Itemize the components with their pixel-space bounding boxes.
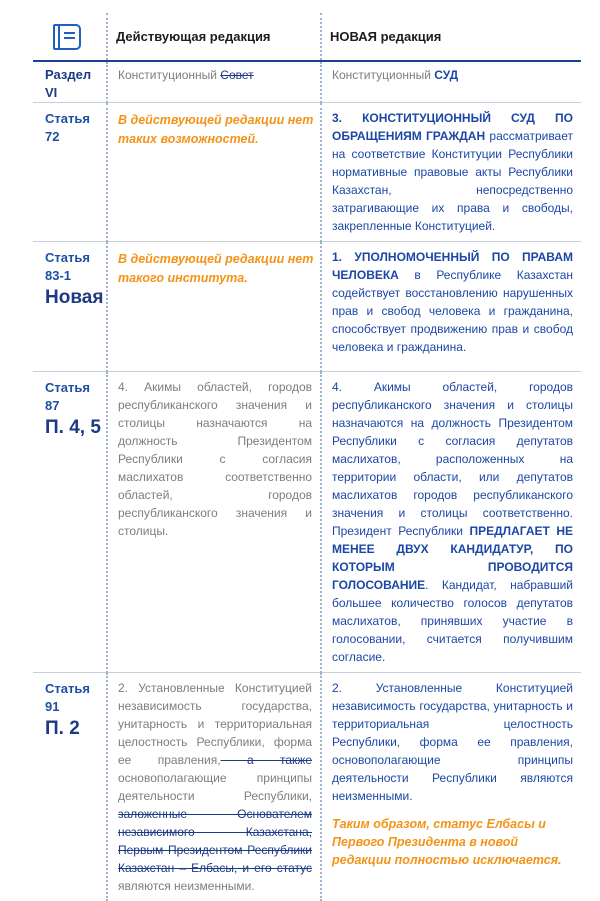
current-text: Конституционный Совет xyxy=(108,62,320,90)
new-text: 3. КОНСТИТУЦИОННЫЙ СУД ПО ОБРАЩЕНИЯМ ГРАЖДАН рассматривает на соответствие Конституции Республики нормативные правовые акты Республики Казахстан, непосредственно затрагивающие их права и свободы, закрепленные Конституцией. xyxy=(322,103,581,241)
new-caps: 3. КОНСТИТУЦИОННЫЙ СУД ПО ОБРАЩЕНИЯМ ГРАЖДАН xyxy=(332,111,573,143)
table-row xyxy=(33,61,581,103)
header-current xyxy=(107,13,321,61)
row-label: Статья 83-1 Новая xyxy=(33,242,106,311)
header-icon-cell xyxy=(33,13,107,61)
new-text: 4. Акимы областей, городов республиканского значения и столицы назначаются на должность Президентом Республики с согласия депутатов маслихатов, расположенных на территории области, или депутатов маслихатов городов республиканского значения и столицы соответственно. Президент Республики ПРЕДЛАГАЕТ НЕ МЕНЕЕ ДВУХ КАНДИДАТУР, ПО КОТОРЫМ ПРОВОДИТСЯ ГОЛОСОВАНИЕ. Кандидат, набравший большее количество голосов депутатов маслихатов, принявших участие в голосовании, считается получившим согласие. xyxy=(322,372,581,672)
table-row xyxy=(33,103,581,242)
struck-text: заложенные Основателем независимого Казахстана, Первым Президентом Республики Казахстан – Елбасы, и его статус xyxy=(118,807,312,875)
current-text: 2. Установленные Конституцией независимость государства, унитарность и территориальная целостность Республики, форма ее правления, а также основополагающие принципы деятельности Республики, заложенные Основателем независимого Казахстана, Первым Президентом Республики Казахстан – Елбасы, и его статус являются неизменными. xyxy=(108,673,320,901)
new-text: 2. Установленные Конституцией независимость государства, унитарность и территориальная целостность Республики, форма ее правления, основополагающие принципы деятельности Республики являются неизменными. Таким образом, статус Елбасы и Первого Президента в новой редакции полностью исключается. xyxy=(322,673,581,875)
table-row xyxy=(33,673,581,901)
row-label: Статья 87 П. 4, 5 xyxy=(33,372,106,441)
new-text: Конституционный СУД xyxy=(322,62,581,90)
new-emph: СУД xyxy=(434,68,458,82)
header-current-label: Действующая редакция xyxy=(108,29,320,44)
row-label: Раздел VI xyxy=(33,62,106,102)
book-icon xyxy=(53,24,81,50)
header-new xyxy=(321,13,581,61)
new-caps: ПРЕДЛАГАЕТ НЕ МЕНЕЕ ДВУХ КАНДИДАТУР, ПО КОТОРЫМ ПРОВОДИТСЯ ГОЛОСОВАНИЕ xyxy=(332,524,573,592)
current-note: В действующей редакции нет таких возможностей. xyxy=(108,103,320,155)
table-row xyxy=(33,372,581,673)
struck-text: а также xyxy=(221,753,312,767)
row-label: Статья 72 xyxy=(33,103,106,146)
new-caps: 1. УПОЛНОМОЧЕННЫЙ ПО ПРАВАМ ЧЕЛОВЕКА xyxy=(332,250,573,282)
current-note: В действующей редакции нет такого института. xyxy=(108,242,320,294)
table-header xyxy=(33,13,581,61)
comparison-table xyxy=(33,13,581,901)
struck-text: Совет xyxy=(220,68,253,82)
row-label-big: П. 4, 5 xyxy=(45,415,106,441)
conclusion-note: Таким образом, статус Елбасы и Первого Президента в новой редакции полностью исключается. xyxy=(332,815,573,869)
current-text: 4. Акимы областей, городов республиканского значения и столицы назначаются на должность Президентом Республики с согласия маслихатов соответственно областей, городов республиканского значения и столицы. xyxy=(108,372,320,546)
row-label: Статья 91 П. 2 xyxy=(33,673,106,742)
table-row xyxy=(33,242,581,372)
row-label-big: Новая xyxy=(45,285,106,311)
new-text: 1. УПОЛНОМОЧЕННЫЙ ПО ПРАВАМ ЧЕЛОВЕКА в Республике Казахстан содействует восстановлению нарушенных прав и свобод человека и гражданина, способствует продвижению прав и свобод человека и гражданина. xyxy=(322,242,581,362)
row-label-big: П. 2 xyxy=(45,716,106,742)
header-new-label: НОВАЯ редакция xyxy=(322,29,581,44)
